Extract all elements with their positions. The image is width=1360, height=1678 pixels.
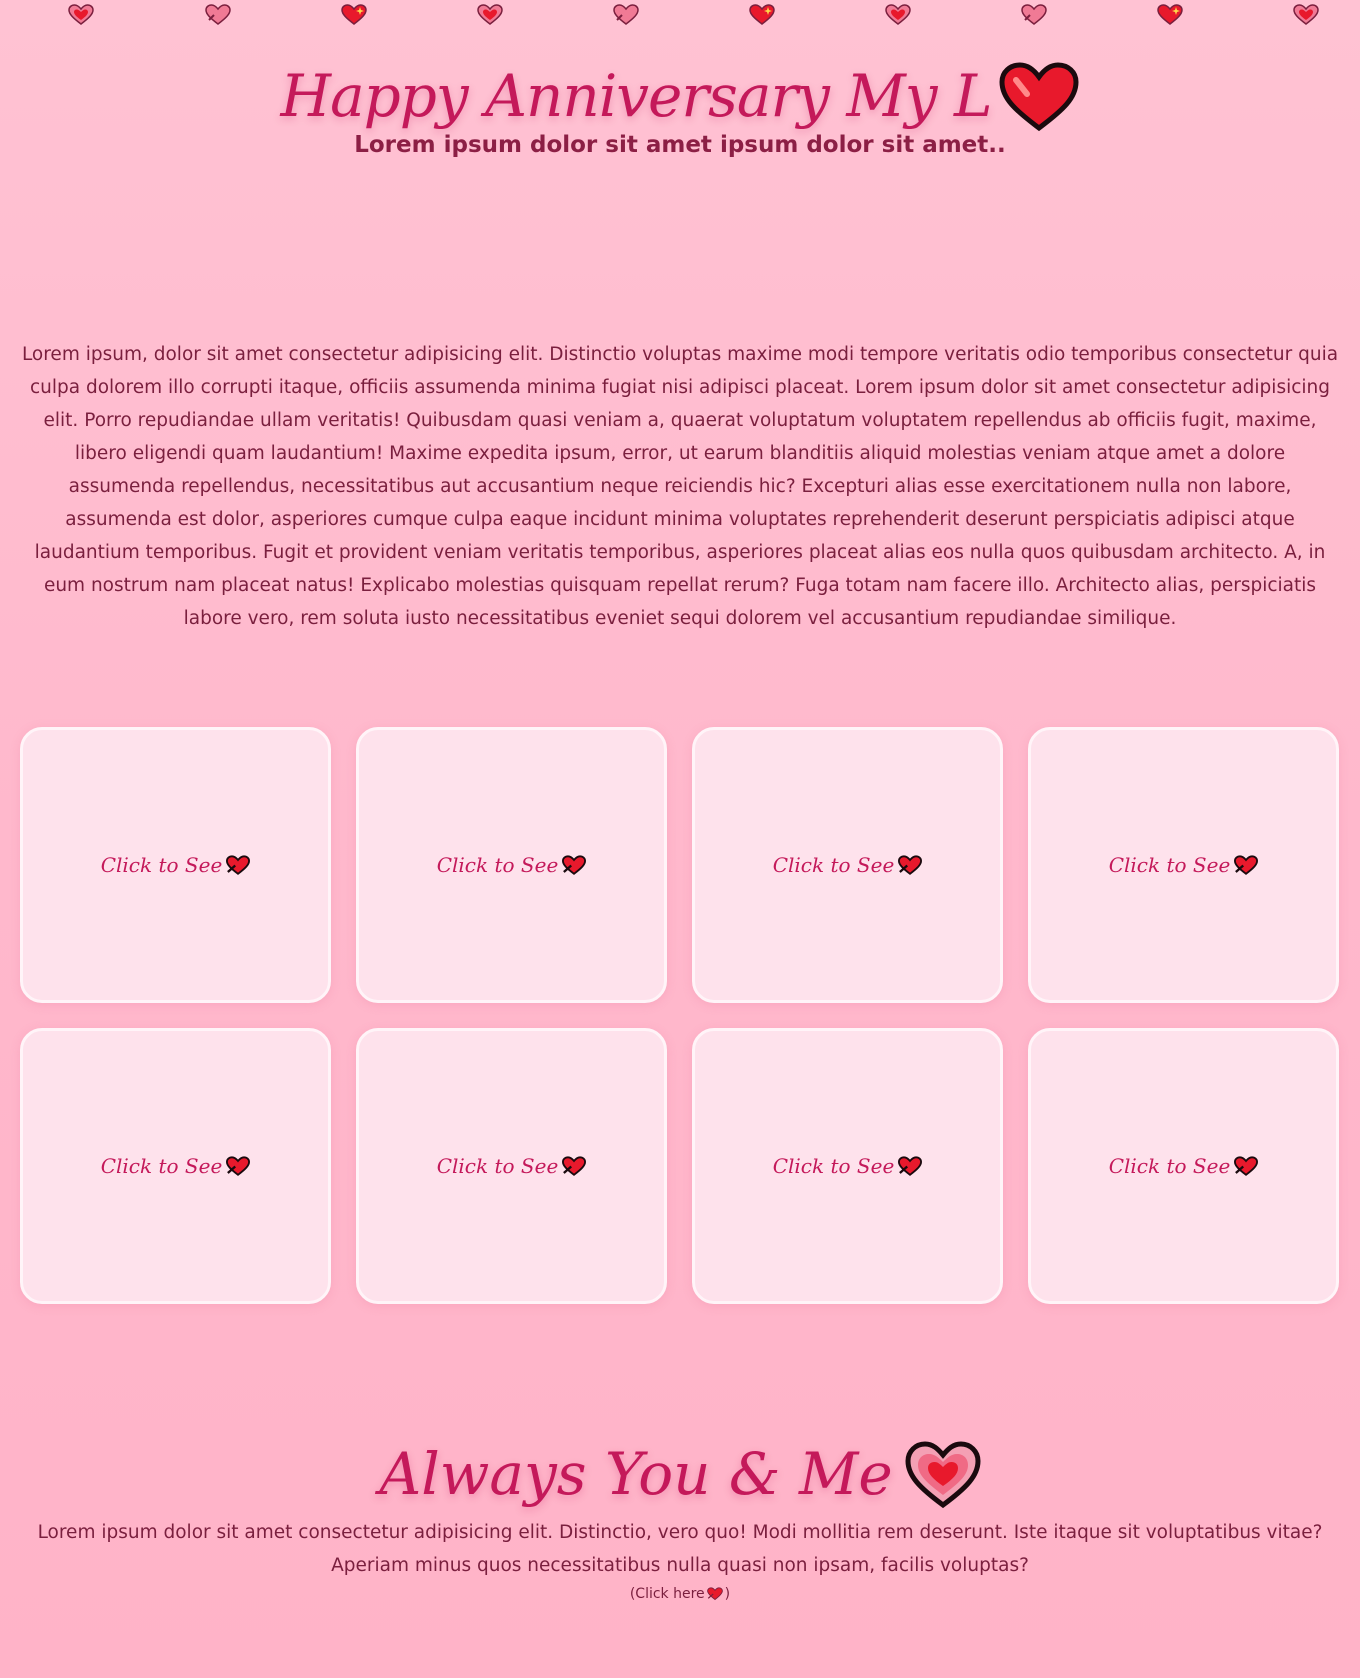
heart-with-arrow-icon <box>226 1156 250 1177</box>
card-label-wrap <box>437 1154 587 1178</box>
card-label-wrap <box>437 853 587 877</box>
sparkling-heart-icon <box>1157 4 1183 26</box>
photo-card[interactable] <box>692 727 1003 1003</box>
click-here-suffix: ) <box>724 1585 731 1602</box>
card-label: Click to See <box>1108 853 1231 877</box>
photo-card[interactable] <box>356 727 667 1003</box>
card-label: Click to See <box>772 853 895 877</box>
heart-with-arrow-icon <box>707 1587 723 1601</box>
card-label: Click to See <box>436 1154 559 1178</box>
page-subtitle: Lorem ipsum dolor sit amet ipsum dolor sit amet.. <box>354 132 1006 158</box>
card-label-wrap <box>1109 853 1259 877</box>
heart-with-arrow-icon <box>226 855 250 876</box>
footer-title-wrap <box>379 1440 980 1510</box>
heart-icon <box>885 4 911 26</box>
card-label-wrap <box>101 1154 251 1178</box>
page-header <box>0 62 1360 158</box>
heart-with-arrow-icon <box>562 855 586 876</box>
heart-with-arrow-icon <box>1234 855 1258 876</box>
click-here-label: (Click here <box>629 1585 705 1602</box>
footer-paragraph: Lorem ipsum dolor sit amet consectetur adipisicing elit. Distinctio, vero quo! Modi mollitia rem deserunt. Iste itaque sit voluptatibus vitae? Aperiam minus quos necessitatibus nulla quasi non ipsam, facilis voluptas? <box>37 1521 1323 1576</box>
heart-icon <box>1293 4 1319 26</box>
click-here-link[interactable] <box>630 1586 730 1602</box>
card-label-wrap <box>773 1154 923 1178</box>
page-title: Happy Anniversary My L <box>280 62 992 131</box>
photo-card[interactable] <box>1028 1028 1339 1304</box>
card-label-wrap <box>101 853 251 877</box>
heart-with-arrow-icon <box>562 1156 586 1177</box>
top-hearts-row <box>0 0 1360 30</box>
card-label: Click to See <box>1108 1154 1231 1178</box>
heart-with-arrow-icon <box>898 855 922 876</box>
intro-paragraph: Lorem ipsum, dolor sit amet consectetur adipisicing elit. Distinctio voluptas maxime modi tempore veritatis odio temporibus consectetur quia culpa dolorem illo corrupti itaque, officiis assumenda minima fugiat nisi adipisci placeat. Lorem ipsum dolor sit amet consectetur adipisicing elit. Porro repudiandae ullam veritatis! Quibusdam quasi veniam a, quaerat voluptatum voluptatem repellendus ab officiis fugit, maxime, libero eligendi quam laudantium! Maxime expedita ipsum, error, ut earum blanditiis aliquid molestias veniam atque amet a dolore assumenda repellendus, necessitatibus aut accusantium neque reiciendis hic? Excepturi alias esse exercitationem nulla non labore, assumenda est dolor, asperiores cumque culpa eaque incidunt minima voluptates reprehenderit deserunt perspiciatis adipisci atque laudantium temporibus. Fugit et provident veniam veritatis temporibus, asperiores placeat alias eos nulla quos quibusdam architecto. A, in eum nostrum nam placeat natus! Explicabo molestias quisquam repellat rerum? Fuga totam nam facere illo. Architecto alias, perspiciatis labore vero, rem soluta iusto necessitatibus eveniet sequi dolorem vel accusantium repudiandae similique. <box>21 344 1339 629</box>
heart-with-arrow-icon <box>1234 1156 1258 1177</box>
heart-with-arrow-icon <box>898 1156 922 1177</box>
card-label: Click to See <box>100 853 223 877</box>
sparkling-heart-icon <box>749 4 775 26</box>
card-label: Click to See <box>100 1154 223 1178</box>
footer-section <box>0 1440 1360 1602</box>
card-label-wrap <box>1109 1154 1259 1178</box>
growing-heart-icon <box>905 1441 981 1509</box>
heart-icon <box>1021 4 1047 26</box>
page-title-wrap <box>281 62 1080 132</box>
heart-icon <box>205 4 231 26</box>
heart-icon <box>477 4 503 26</box>
heart-icon <box>68 4 94 26</box>
red-heart-icon <box>999 62 1079 132</box>
card-label-wrap <box>773 853 923 877</box>
photo-card[interactable] <box>356 1028 667 1304</box>
card-label: Click to See <box>436 853 559 877</box>
footer-title: Always You & Me <box>379 1440 893 1508</box>
card-label: Click to See <box>772 1154 895 1178</box>
sparkling-heart-icon <box>341 4 367 26</box>
photo-card[interactable] <box>20 1028 331 1304</box>
heart-icon <box>613 4 639 26</box>
photo-card[interactable] <box>20 727 331 1003</box>
photo-card[interactable] <box>1028 727 1339 1003</box>
photo-card[interactable] <box>692 1028 1003 1304</box>
card-grid <box>20 727 1340 1304</box>
